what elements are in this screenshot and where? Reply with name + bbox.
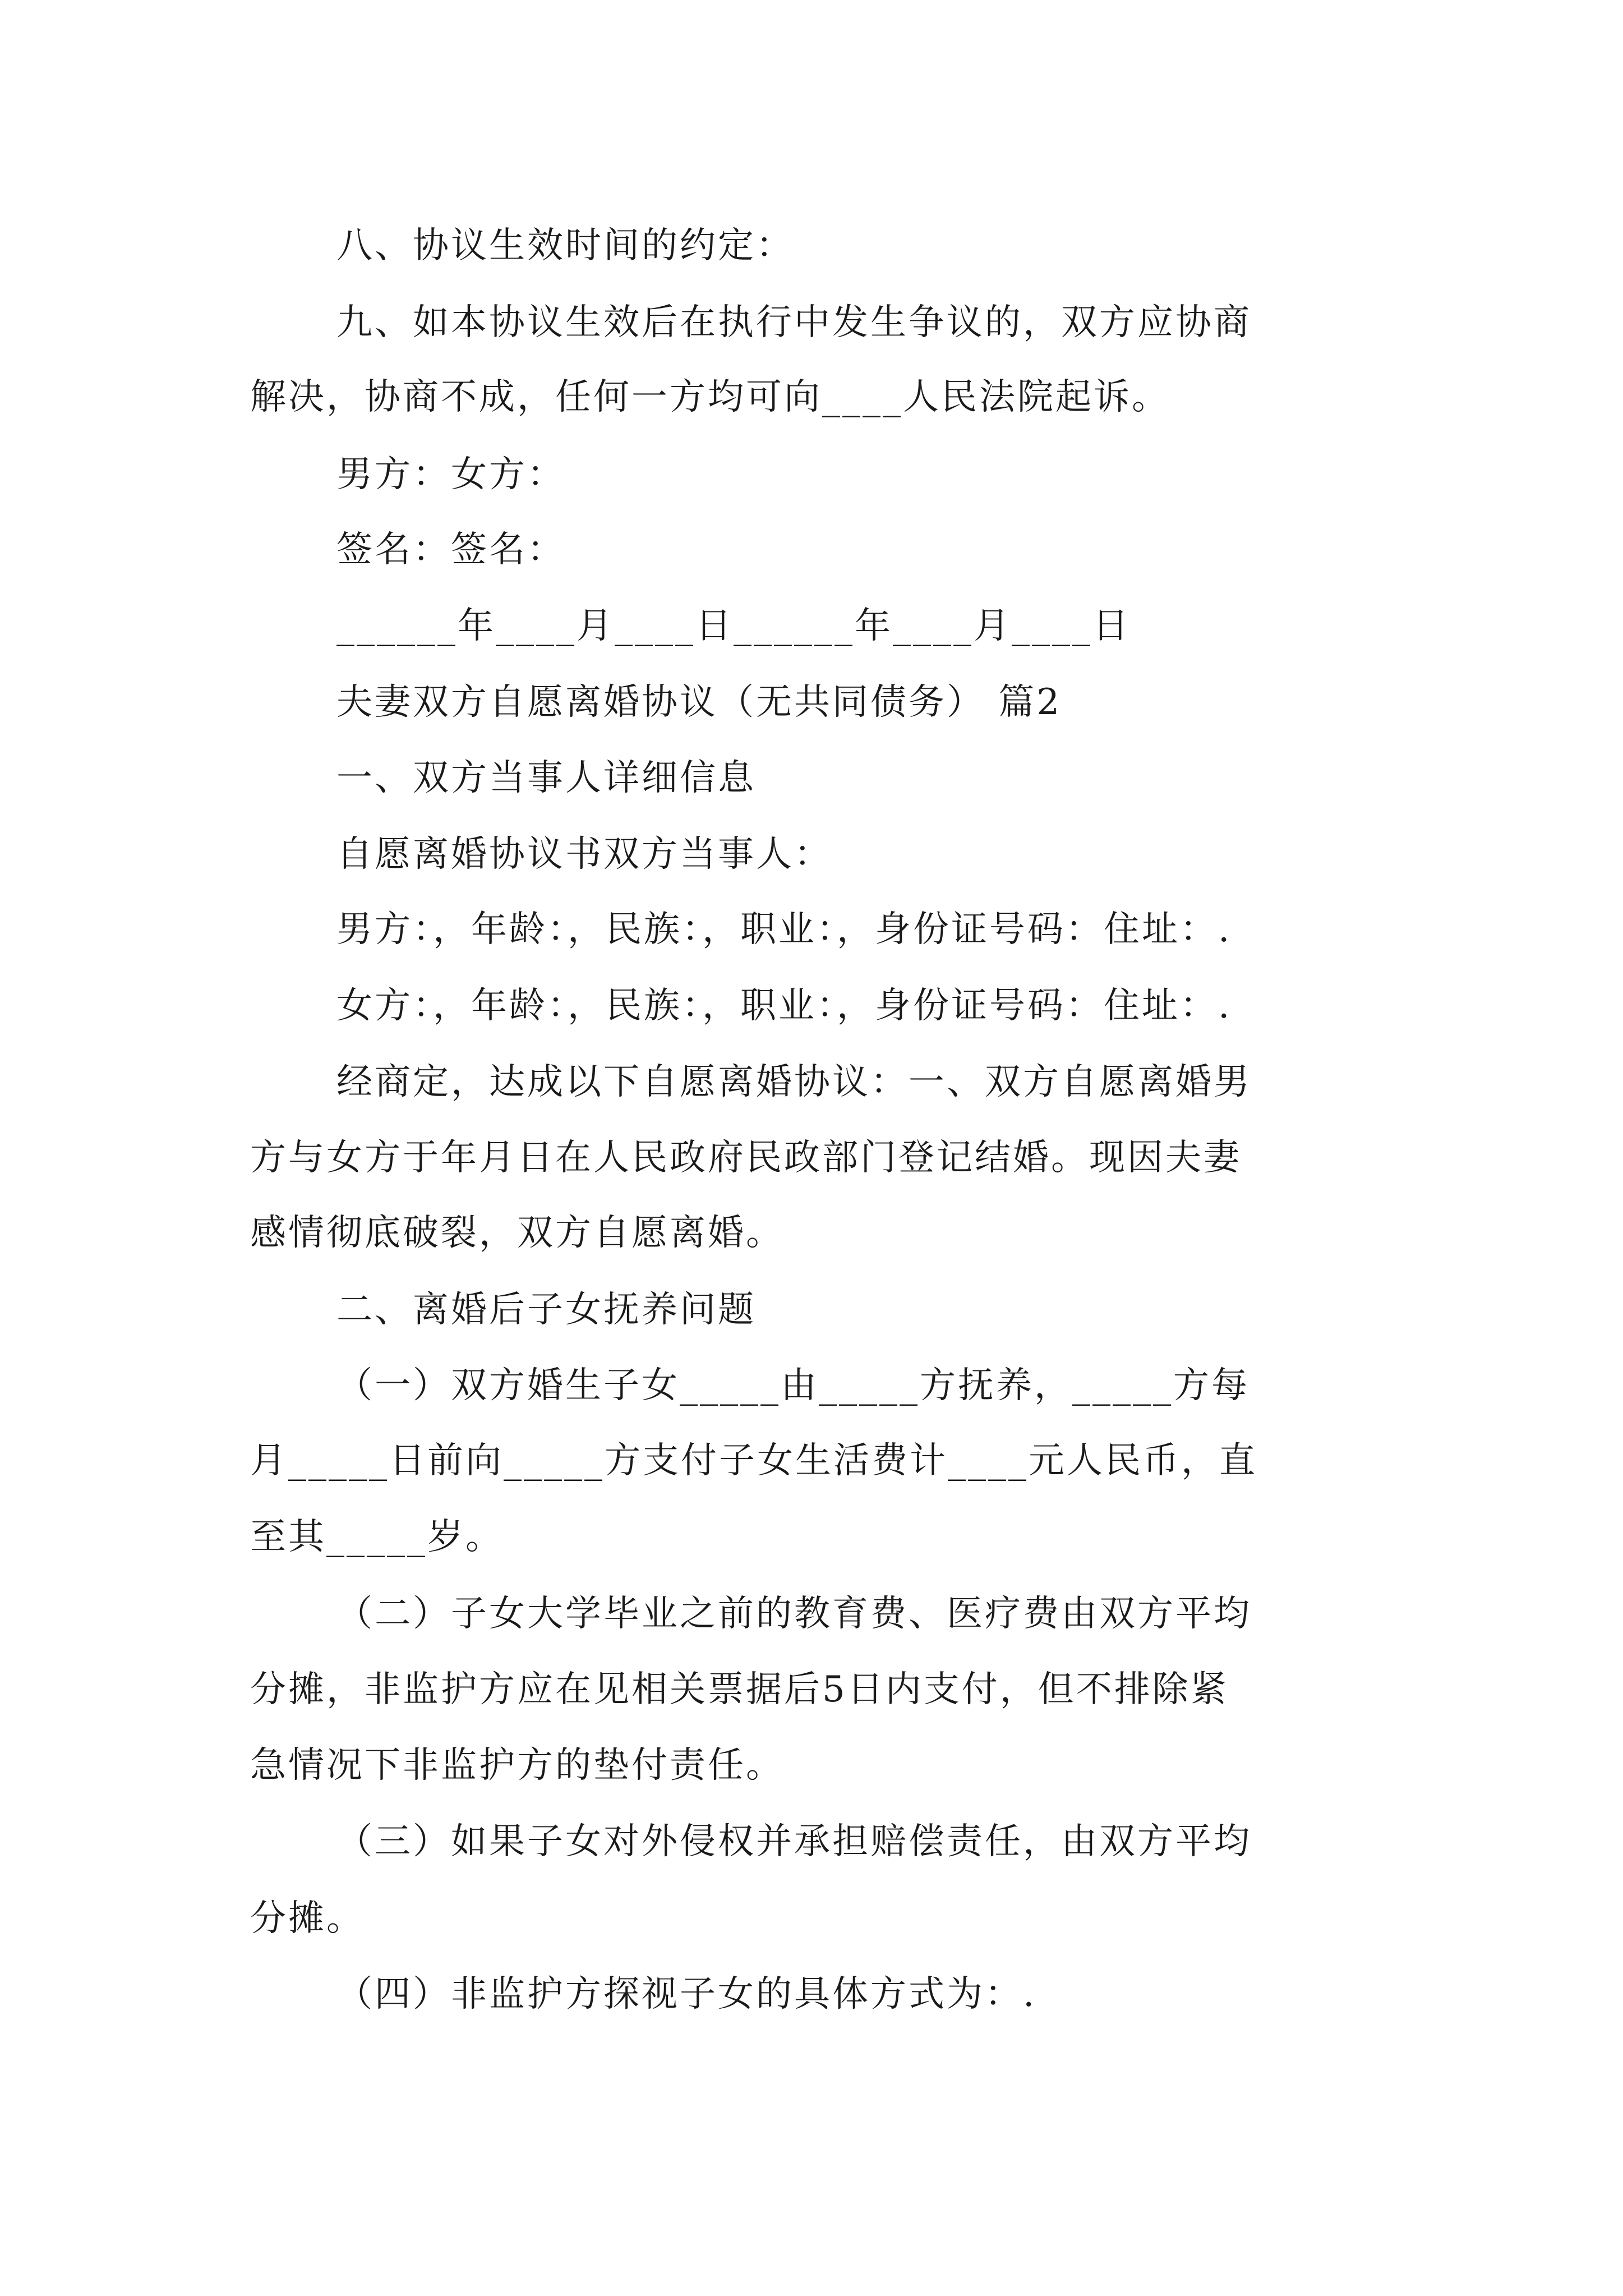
parties-line: 男方：女方： [336,454,565,495]
custody-item-2-line-1: （二）子女大学毕业之前的教育费、医疗费由双方平均 [336,1593,1252,1635]
clause-8-line: 八、协议生效时间的约定： [336,225,794,266]
section-title: 夫妻双方自愿离婚协议（无共同债务） 篇2 [336,682,1062,723]
clause-9-line-1: 九、如本协议生效后在执行中发生争议的，双方应协商 [336,302,1252,343]
signature-line: 签名：签名： [336,529,565,570]
custody-item-1-line-3: 至其_____岁。 [250,1516,504,1558]
custody-item-4-line-1: （四）非监护方探视子女的具体方式为：. [336,1973,1037,2015]
heading-party-info: 一、双方当事人详细信息 [336,757,756,799]
agreement-clause-1-line-3: 感情彻底破裂，双方自愿离婚。 [250,1212,784,1254]
heading-child-custody: 二、离婚后子女抚养问题 [336,1289,756,1331]
clause-9-line-2: 解决，协商不成，任何一方均可向____人民法院起诉。 [250,376,1170,418]
custody-item-1-line-2: 月_____日前向_____方支付子女生活费计____元人民币，直 [250,1440,1257,1481]
custody-item-3-line-2: 分摊。 [250,1898,365,1939]
custody-item-3-line-1: （三）如果子女对外侵权并承担赔偿责任，由双方平均 [336,1821,1252,1862]
agreement-clause-1-line-1: 经商定，达成以下自愿离婚协议：一、双方自愿离婚男 [336,1061,1252,1103]
custody-item-2-line-2: 分摊，非监护方应在见相关票据后5日内支付，但不排除紧 [250,1669,1229,1710]
agreement-parties-intro: 自愿离婚协议书双方当事人： [336,834,832,875]
custody-item-1-line-1: （一）双方婚生子女_____由_____方抚养，_____方每 [336,1365,1249,1406]
agreement-clause-1-line-2: 方与女方于年月日在人民政府民政部门登记结婚。现因夫妻 [250,1137,1242,1179]
male-party-info: 男方：，年龄：，民族：，职业：，身份证号码：住址：. [336,909,1232,950]
date-line: ______年____月____日______年____月____日 [336,605,1131,647]
custody-item-2-line-3: 急情况下非监护方的垫付责任。 [250,1745,784,1786]
female-party-info: 女方：，年龄：，民族：，职业：，身份证号码：住址：. [336,985,1232,1027]
